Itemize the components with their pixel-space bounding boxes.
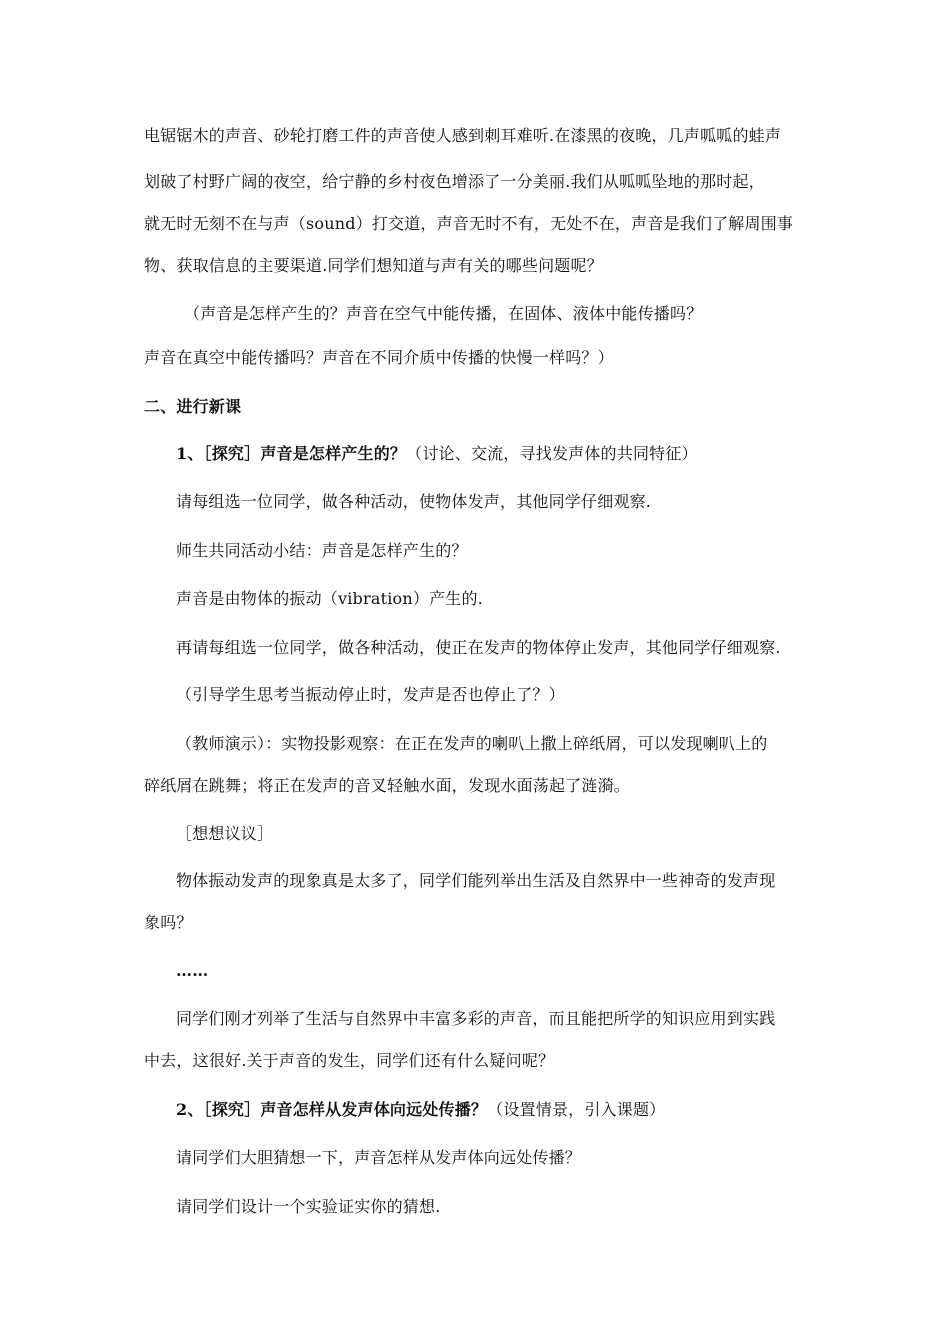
inquiry1-para-4: 再请每组选一位同学，做各种活动，使正在发声的物体停止发声，其他同学仔细观察. [176,638,781,657]
inquiry1-para-1: 请每组选一位同学，做各种活动，使物体发声，其他同学仔细观察. [176,492,652,511]
inquiry1-title: 1、［探究］声音是怎样产生的？ [176,444,407,463]
inquiry2-title: 2、［探究］声音怎样从发声体向远处传播？ [176,1100,488,1119]
intro-line-4: 物、获取信息的主要渠道.同学们想知道与声有关的哪些问题呢？ [144,256,603,275]
inquiry2-note: （设置情景，引入课题） [487,1100,666,1119]
intro-question-2: 声音在真空中能传播吗？声音在不同介质中传播的快慢一样吗？） [144,348,614,367]
inquiry1-para-6b: 碎纸屑在跳舞；将正在发声的音叉轻触水面，发现水面荡起了涟漪。 [144,776,631,795]
inquiry1-para-7a: 物体振动发声的现象真是太多了，同学们能列举出生活及自然界中一些神奇的发声现 [176,871,776,890]
intro-line-3: 就无时无刻不在与声（sound）打交道，声音无时不有，无处不在，声音是我们了解周围事 [144,214,794,233]
inquiry1-para-3: 声音是由物体的振动（vibration）产生的. [176,589,483,608]
inquiry2-para-1: 请同学们大胆猜想一下，声音怎样从发声体向远处传播？ [176,1148,582,1167]
inquiry1-para-6a: （教师演示）：实物投影观察：在正在发声的喇叭上撒上碎纸屑，可以发现喇叭上的 [176,734,768,753]
inquiry1-heading [176,443,866,465]
inquiry1-note: （讨论、交流，寻找发声体的共同特征） [406,444,698,463]
inquiry1-para-7b: 象吗？ [144,913,193,932]
inquiry2-para-2: 请同学们设计一个实验证实你的猜想. [176,1197,441,1216]
inquiry1-para-5: （引导学生思考当振动停止时，发声是否也停止了？） [176,685,565,704]
think-discuss-heading: ［想想议议］ [176,824,274,843]
section-heading: 二、进行新课 [144,397,242,416]
inquiry2-heading [176,1099,866,1121]
inquiry1-para-8a: 同学们刚才列举了生活与自然界中丰富多彩的声音，而且能把所学的知识应用到实践 [176,1009,776,1028]
intro-line-2: 划破了村野广阔的夜空，给宁静的乡村夜色增添了一分美丽.我们从呱呱坠地的那时起， [144,172,765,191]
intro-line-1: 电锯锯木的声音、砂轮打磨工件的声音使人感到刺耳难听.在漆黑的夜晚，几声呱呱的蛙声 [144,126,782,145]
inquiry1-para-2: 师生共同活动小结：声音是怎样产生的？ [176,541,468,560]
ellipsis: …… [176,961,209,980]
intro-question-1: （声音是怎样产生的？声音在空气中能传播，在固体、液体中能传播吗？ [184,304,703,323]
inquiry1-para-8b: 中去，这很好.关于声音的发生，同学们还有什么疑问呢？ [144,1051,555,1070]
